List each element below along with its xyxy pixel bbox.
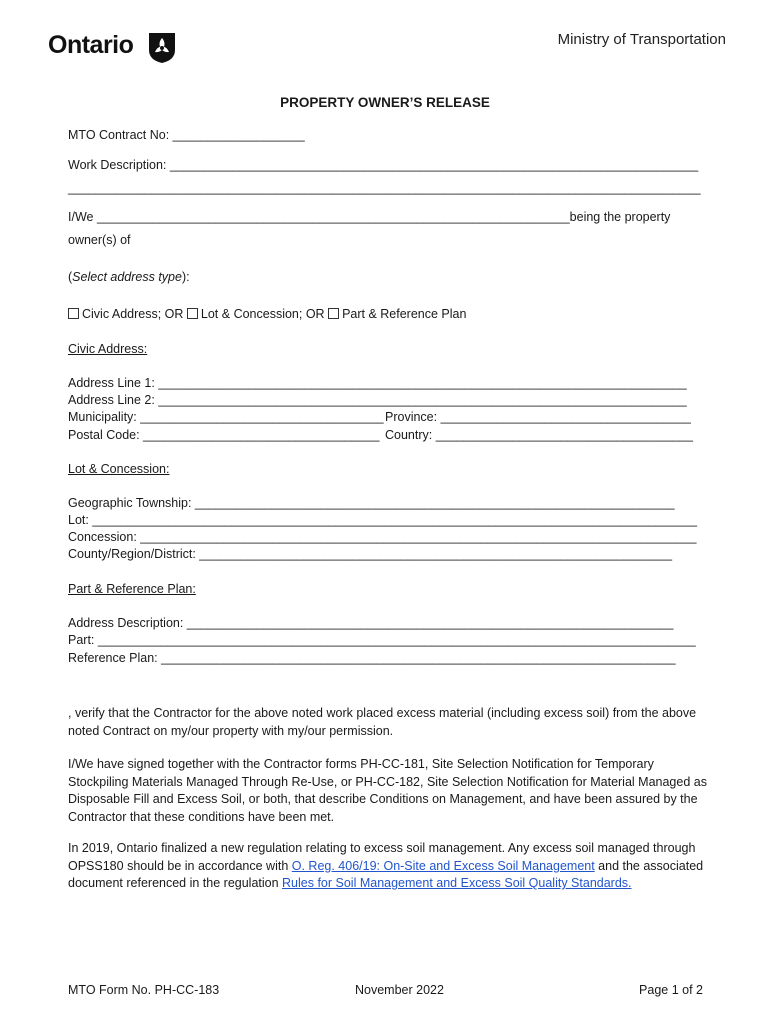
part-field[interactable]: Part: ______________________________________________________________________________________: [68, 633, 696, 647]
owner-name-field[interactable]: I/We ____________________________________________________________________being the property: [68, 210, 671, 224]
trillium-logo-icon: [146, 30, 178, 64]
address-line2-field[interactable]: Address Line 2: ____________________________________________________________________________: [68, 393, 687, 407]
lot-concession-checkbox[interactable]: Lot & Concession; OR: [187, 307, 325, 321]
work-description-field[interactable]: Work Description: ____________________________________________________________________________: [68, 158, 699, 172]
reference-plan-field[interactable]: Reference Plan: __________________________________________________________________________: [68, 651, 676, 665]
form-date: November 2022: [355, 983, 444, 997]
address-description-field[interactable]: Address Description: ______________________________________________________________________: [68, 616, 674, 630]
checkbox-icon: [187, 308, 198, 319]
work-description-line2[interactable]: ___________________________________________________________________________________________: [68, 181, 701, 195]
form-title: PROPERTY OWNER’S RELEASE: [280, 95, 490, 110]
signed-paragraph: I/We have signed together with the Contractor forms PH-CC-181, Site Selection Notification for Temporary Stockpiling Materials Managed Through Re-Use, or PH-CC-182, Site Selection Notification for Material Managed as Disposable Fill and Excess Soil, or both, that describe Conditions on Management, and have been assured by the Contractor that these conditions have been met.: [68, 757, 707, 824]
select-address-type-label: (Select address type):: [68, 270, 190, 284]
lot-field[interactable]: Lot: _______________________________________________________________________________________: [68, 513, 698, 527]
contract-no-field[interactable]: MTO Contract No: ___________________: [68, 128, 305, 142]
page-number: Page 1 of 2: [639, 983, 703, 997]
concession-field[interactable]: Concession: ________________________________________________________________________________: [68, 530, 697, 544]
address-line1-field[interactable]: Address Line 1: ____________________________________________________________________________: [68, 376, 687, 390]
country-field[interactable]: Country: _____________________________________: [385, 428, 693, 442]
civic-address-heading: Civic Address:: [68, 342, 148, 356]
checkbox-icon: [68, 308, 79, 319]
part-reference-checkbox[interactable]: Part & Reference Plan: [328, 307, 466, 321]
geographic-township-field[interactable]: Geographic Township: _____________________________________________________________________: [68, 496, 675, 510]
owners-of-text: owner(s) of: [68, 233, 131, 247]
province-field[interactable]: Province: ____________________________________: [385, 410, 691, 424]
address-type-options: [68, 307, 466, 321]
municipality-field[interactable]: Municipality: ___________________________________: [68, 410, 384, 424]
rules-soil-management-link[interactable]: Rules for Soil Management and Excess Soil Quality Standards.: [282, 876, 632, 890]
verify-paragraph: , verify that the Contractor for the above noted work placed excess material (including excess soil) from the above noted Contract on my/our property with my/our permission.: [68, 706, 697, 738]
regulation-paragraph: In 2019, Ontario finalized a new regulation relating to excess soil management. Any excess soil managed through OPSS180 should be in accordance with O. Reg. 406/19: On-Site and Excess Soil Management and the associated document referenced in the regulation Rules for Soil Management and Excess Soil Quality Standards.: [68, 841, 704, 890]
ministry-name: Ministry of Transportation: [557, 31, 726, 48]
ontario-logo-text: Ontario: [48, 31, 134, 59]
form-number: MTO Form No. PH-CC-183: [68, 983, 220, 997]
postal-code-field[interactable]: Postal Code: __________________________________: [68, 428, 380, 442]
checkbox-icon: [328, 308, 339, 319]
lot-concession-heading: Lot & Concession:: [68, 462, 170, 476]
part-reference-heading: Part & Reference Plan:: [68, 582, 196, 596]
county-region-district-field[interactable]: County/Region/District: ____________________________________________________________________: [68, 547, 673, 561]
civic-address-checkbox[interactable]: Civic Address; OR: [68, 307, 183, 321]
o-reg-406-19-link[interactable]: O. Reg. 406/19: On-Site and Excess Soil Management: [291, 858, 595, 873]
